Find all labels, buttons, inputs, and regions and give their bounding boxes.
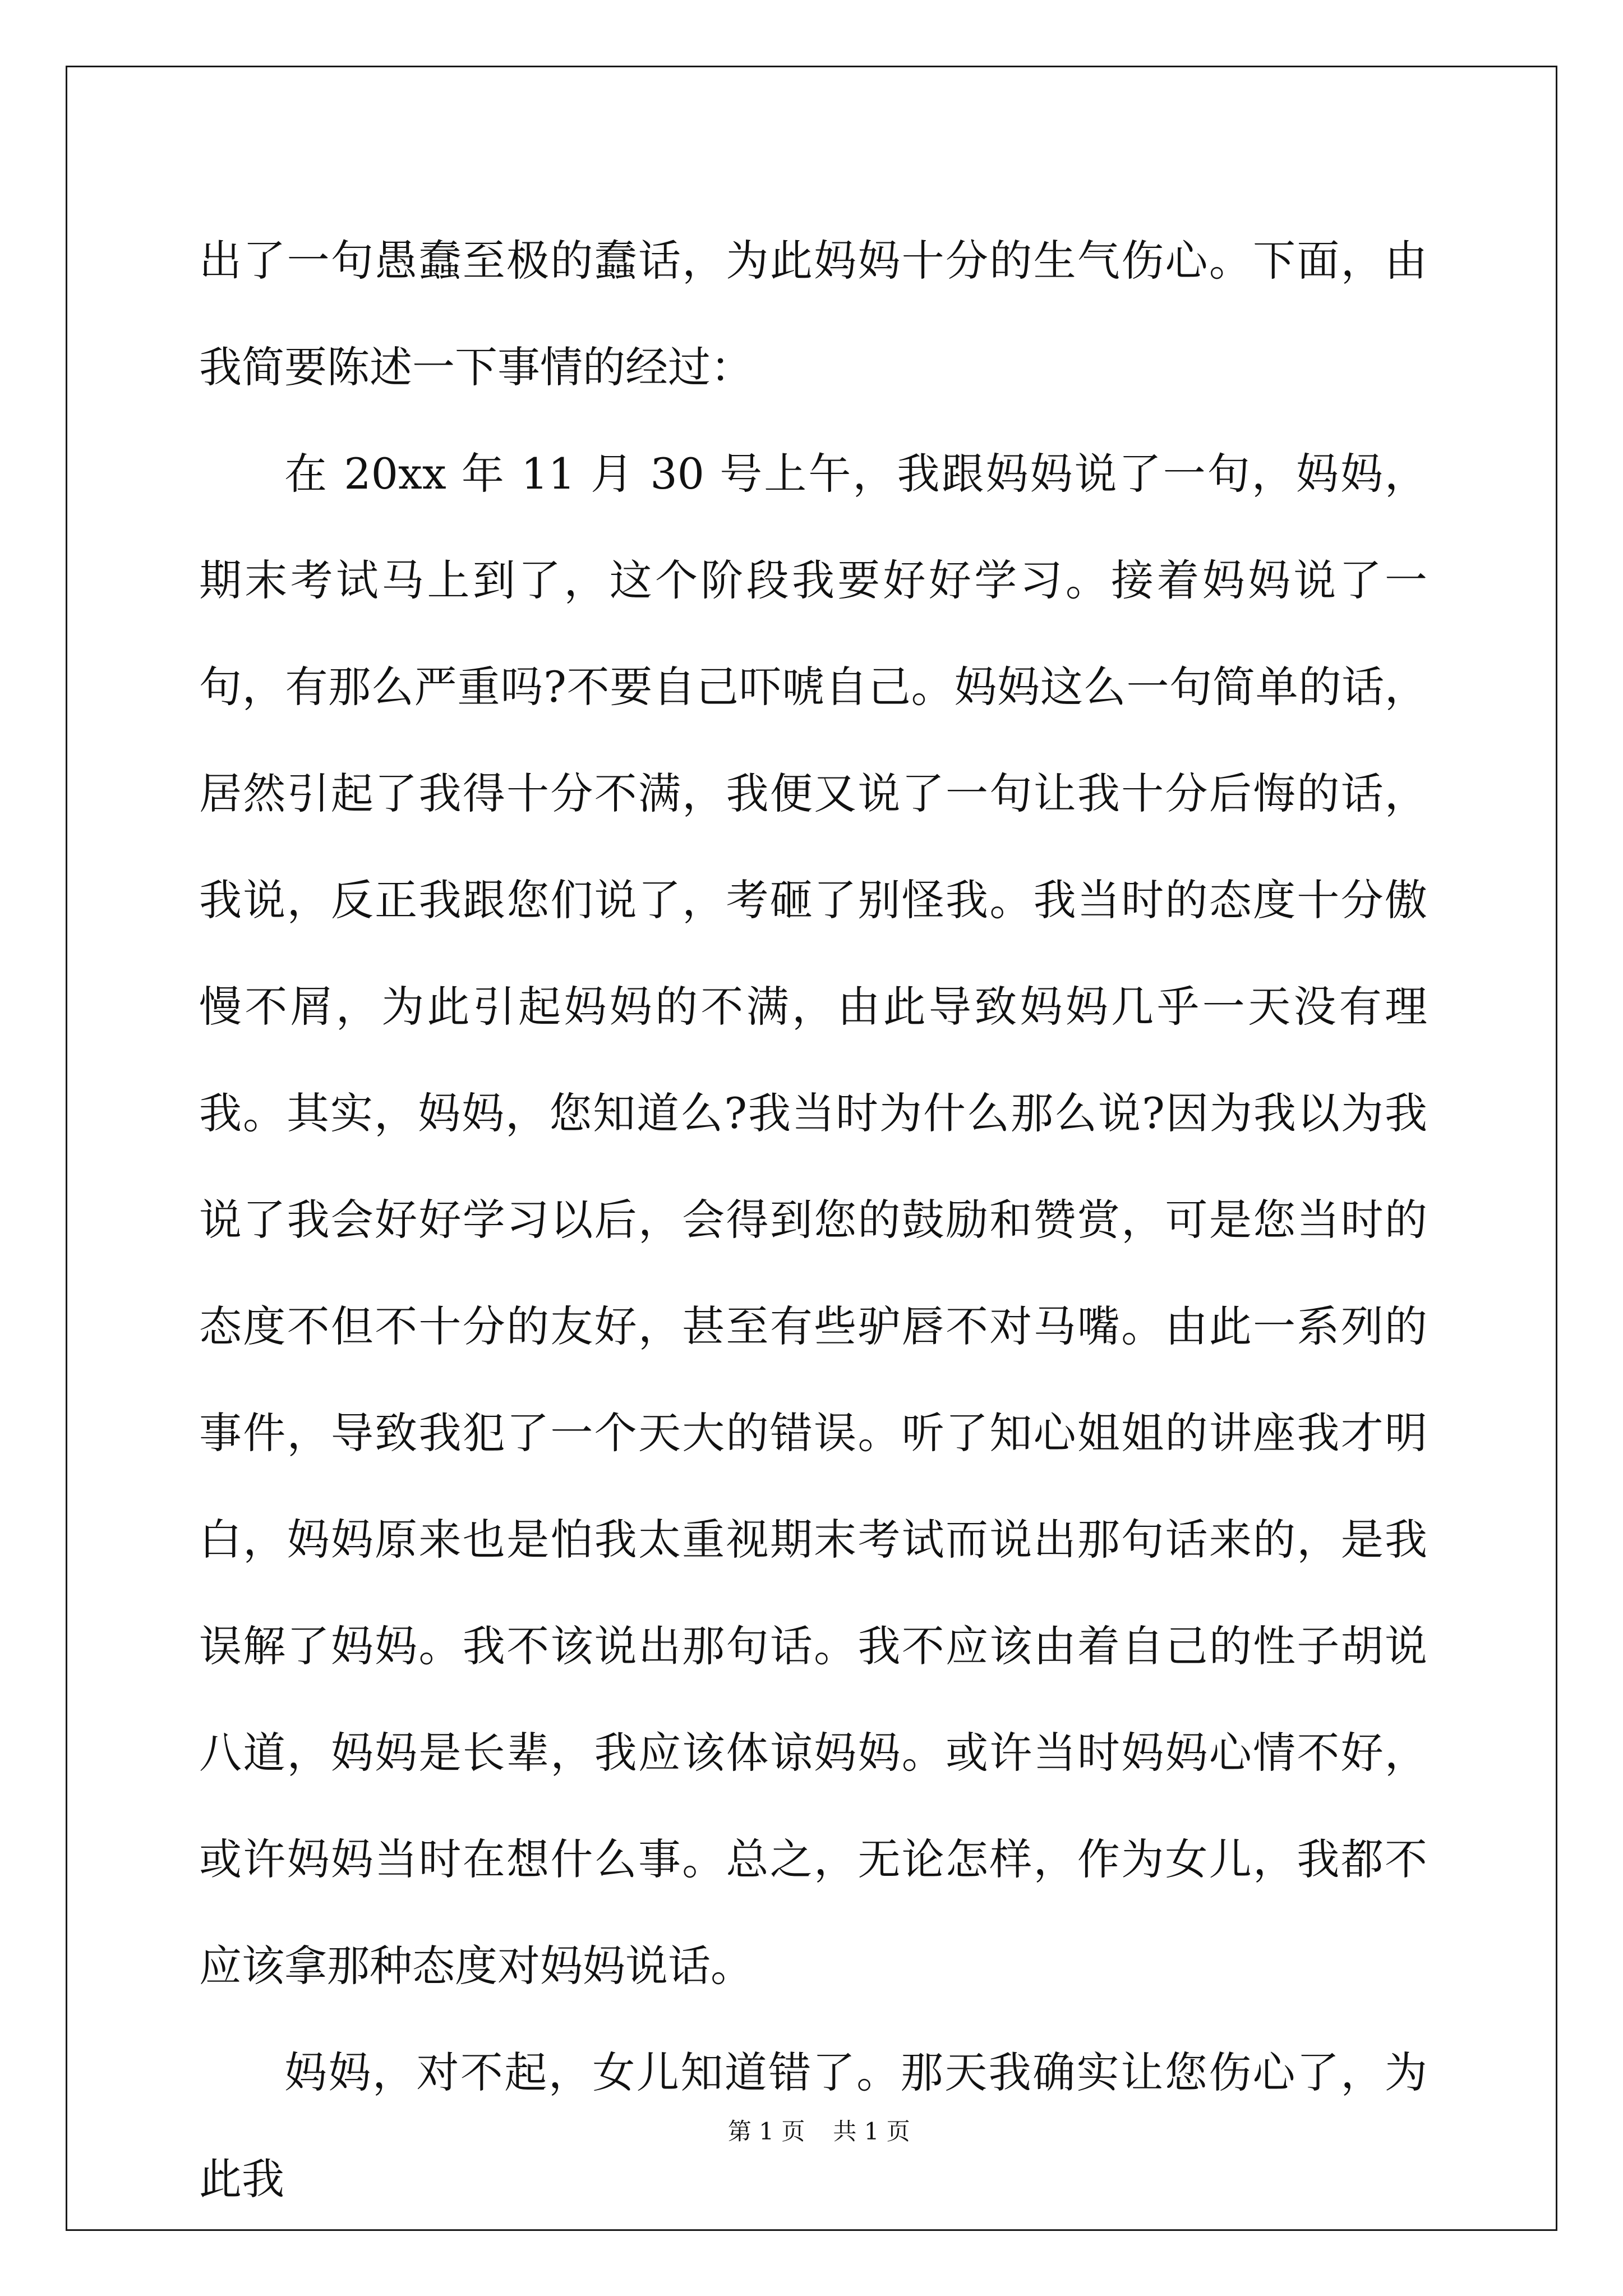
paragraph-1: 出了一句愚蠢至极的蠢话，为此妈妈十分的生气伤心。下面，由我简要陈述一下事情的经过： — [199, 236, 1427, 392]
paragraph-2: 在 20xx 年 11 月 30 号上午，我跟妈妈说了一句，妈妈，期末考试马上到了，这个阶段我要好好学习。接着妈妈说了一句，有那么严重吗?不要自己吓唬自己。妈妈这么一句简单的话，居然引起了我得十分不满，我便又说了一句让我十分后悔的话，我说，反正我跟您们说了，考砸了别怪我。我当时的态度十分傲慢不屑，为此引起妈妈的不满，由此导致妈妈几乎一天没有理我。其实，妈妈，您知道么?我当时为什么那么说?因为我以为我说了我会好好学习以后，会得到您的鼓励和赞赏，可是您当时的态度不但不十分的友好，甚至有些驴唇不对马嘴。由此一系列的事件，导致我犯了一个天大的错误。听了知心姐姐的讲座我才明白，妈妈原来也是怕我太重视期末考试而说出那句话来的，是我误解了妈妈。我不该说出那句话。我不应该由着自己的性子胡说八道，妈妈是长辈，我应该体谅妈妈。或许当时妈妈心情不好，或许妈妈当时在想什么事。总之，无论怎样，作为女儿，我都不应该拿那种态度对妈妈说话。 — [199, 449, 1427, 1991]
page-number-label: 第 1 页 — [727, 2118, 805, 2145]
page-footer — [0, 2086, 1623, 2147]
document-body — [199, 208, 1427, 2233]
page-total-label: 共 1 页 — [833, 2118, 910, 2145]
paragraph-3: 妈妈，对不起，女儿知道错了。那天我确实让您伤心了，为此我 — [199, 2047, 1427, 2204]
